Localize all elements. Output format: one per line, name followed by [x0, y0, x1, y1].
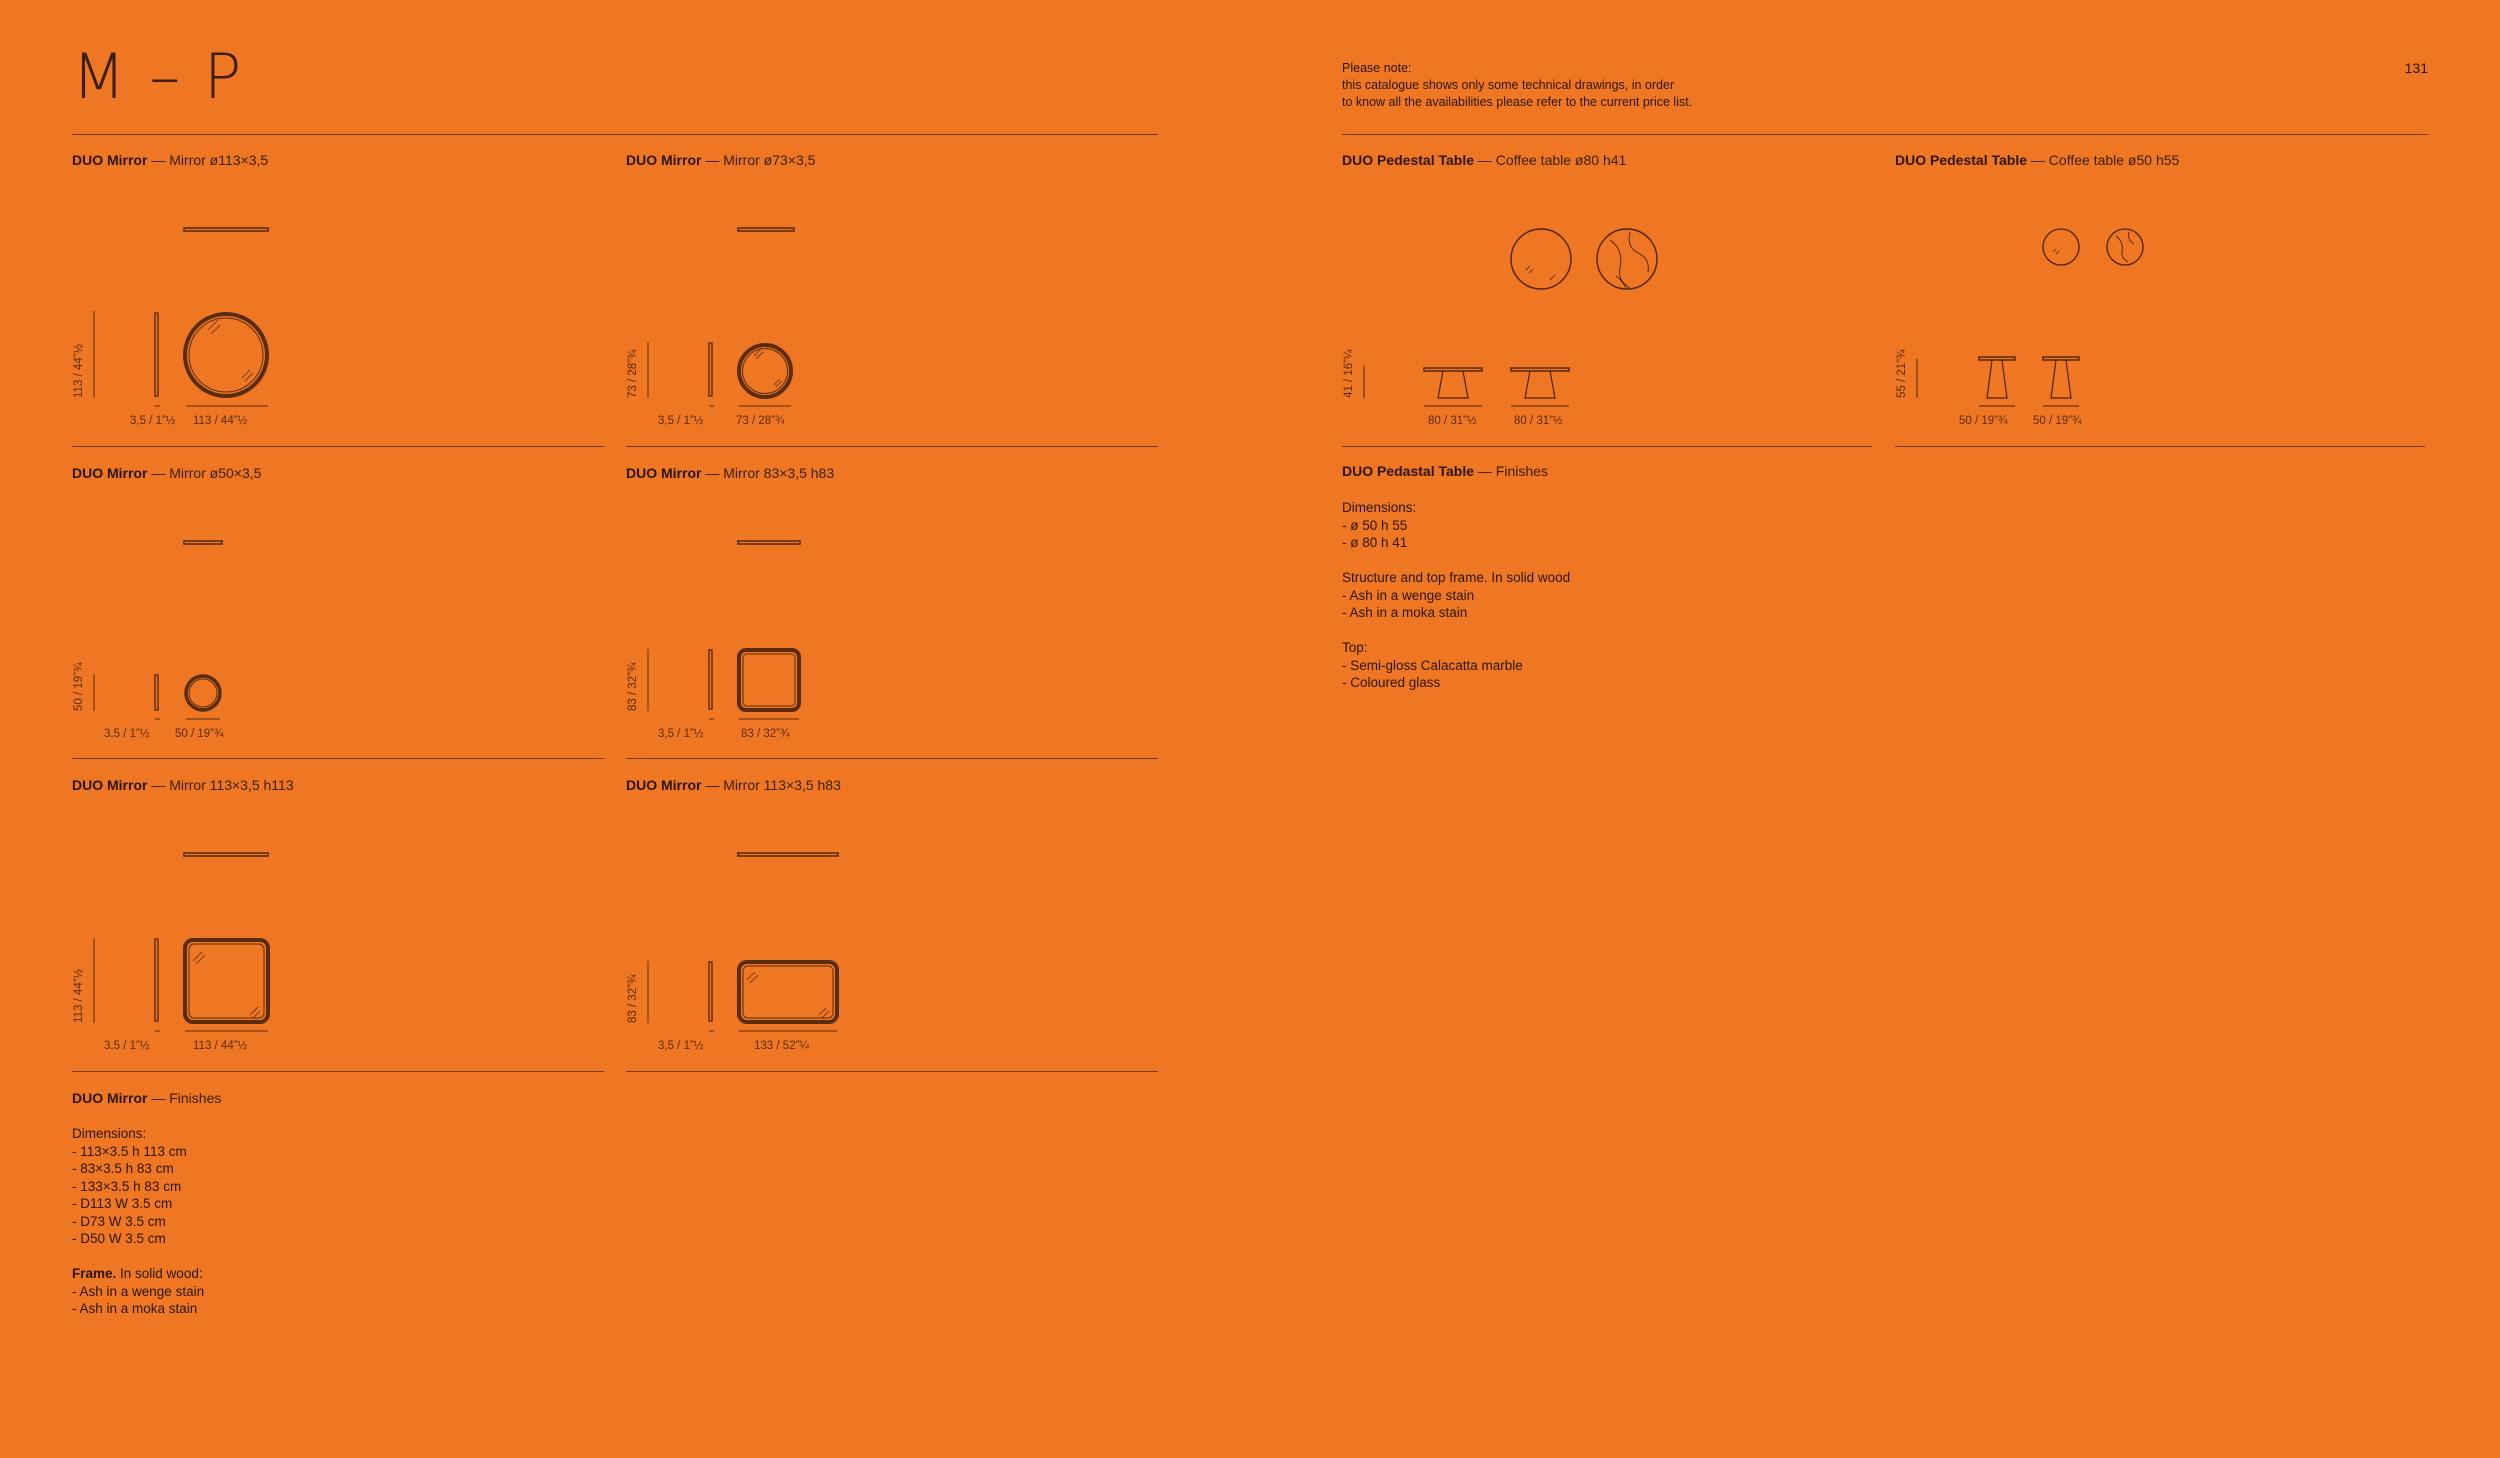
width-dim-label: 113 / 44”½	[193, 415, 248, 427]
mirror-finishes-list: Dimensions: - 113×3.5 h 113 cm - 83×3.5 h 83 cm - 133×3.5 h 83 cm - D113 W 3.5 cm - D73 W 3.5 cm - D50 W 3.5 cm Frame. In solid wood: - Ash in a wenge stain - Ash in a moka stain	[72, 1126, 205, 1316]
diameter-dim-label: 80 / 31”½	[1514, 415, 1563, 427]
diameter-dim-label: 50 / 19”¾	[1959, 415, 2008, 427]
price-list-note: Please note: this catalogue shows only some technical drawings, in order to know all the availabilities please refer to the current price list.	[1342, 61, 1693, 109]
depth-dim-label: 3,5 / 1”½	[130, 415, 176, 427]
product-title: DUO Mirror — Mirror 113×3,5 h83	[626, 777, 841, 793]
height-dim-label: 83 / 32”¾	[627, 662, 639, 711]
row-divider	[1895, 446, 2425, 447]
depth-dim-label: 3,5 / 1”½	[658, 728, 704, 740]
mirror-round-113-drawing	[60, 200, 320, 440]
row-divider	[72, 446, 604, 447]
product-title: DUO Mirror — Mirror 83×3,5 h83	[626, 465, 835, 481]
depth-dim-label: 3,5 / 1”½	[658, 415, 704, 427]
product-title: DUO Mirror — Mirror ø73×3,5	[626, 152, 816, 168]
width-dim-label: 133 / 52”¼	[754, 1040, 809, 1052]
table-finishes-list: Dimensions: - ø 50 h 55 - ø 80 h 41 Structure and top frame. In solid wood - Ash in a wenge stain - Ash in a moka stain Top: - Semi-gloss Calacatta marble - Coloured glass	[1342, 500, 1571, 690]
page-number: 131	[2404, 60, 2428, 76]
depth-dim-label: 3,5 / 1”½	[658, 1040, 704, 1052]
finishes-title: DUO Mirror — Finishes	[72, 1090, 222, 1106]
mirror-rect-133-drawing	[614, 825, 874, 1065]
height-dim-label: 113 / 44”½	[73, 968, 85, 1023]
product-title: DUO Mirror — Mirror 113×3,5 h113	[72, 777, 294, 793]
width-dim-label: 73 / 28”¾	[736, 415, 785, 427]
row-divider	[72, 1071, 604, 1072]
mirror-square-83-drawing	[614, 513, 874, 753]
width-dim-label: 83 / 32”¾	[741, 728, 790, 740]
height-dim-label: 41 / 16”¼	[1343, 349, 1355, 398]
finishes-title: DUO Pedastal Table — Finishes	[1342, 463, 1548, 479]
height-dim-label: 50 / 19”¾	[73, 662, 85, 711]
row-divider	[1342, 446, 1872, 447]
row-divider	[626, 758, 1158, 759]
product-title: DUO Mirror — Mirror ø50×3,5	[72, 465, 262, 481]
height-dim-label: 83 / 32”¾	[627, 974, 639, 1023]
diameter-dim-label: 50 / 19”¾	[2033, 415, 2082, 427]
pedestal-table-80-drawing	[1330, 200, 1690, 440]
depth-dim-label: 3,5 / 1”½	[104, 728, 150, 740]
height-dim-label: 55 / 21”¾	[1896, 349, 1908, 398]
header-divider-left	[72, 134, 1158, 135]
row-divider	[626, 446, 1158, 447]
row-divider	[72, 758, 604, 759]
width-dim-label: 50 / 19”¾	[175, 728, 224, 740]
header-divider-right	[1342, 134, 2428, 135]
section-letters: M – P	[72, 40, 244, 113]
pedestal-table-50-drawing	[1883, 200, 2243, 440]
mirror-round-50-drawing	[60, 513, 320, 753]
depth-dim-label: 3,5 / 1”½	[104, 1040, 150, 1052]
row-divider	[626, 1071, 1158, 1072]
diameter-dim-label: 80 / 31”½	[1428, 415, 1477, 427]
product-title: DUO Mirror — Mirror ø113×3,5	[72, 152, 269, 168]
product-title: DUO Pedestal Table — Coffee table ø80 h41	[1342, 152, 1627, 168]
mirror-round-73-drawing	[614, 200, 874, 440]
height-dim-label: 113 / 44”½	[73, 343, 85, 398]
width-dim-label: 113 / 44”½	[193, 1040, 248, 1052]
product-title: DUO Pedestal Table — Coffee table ø50 h55	[1895, 152, 2180, 168]
height-dim-label: 73 / 28”¾	[627, 349, 639, 398]
mirror-square-113-drawing	[60, 825, 320, 1065]
